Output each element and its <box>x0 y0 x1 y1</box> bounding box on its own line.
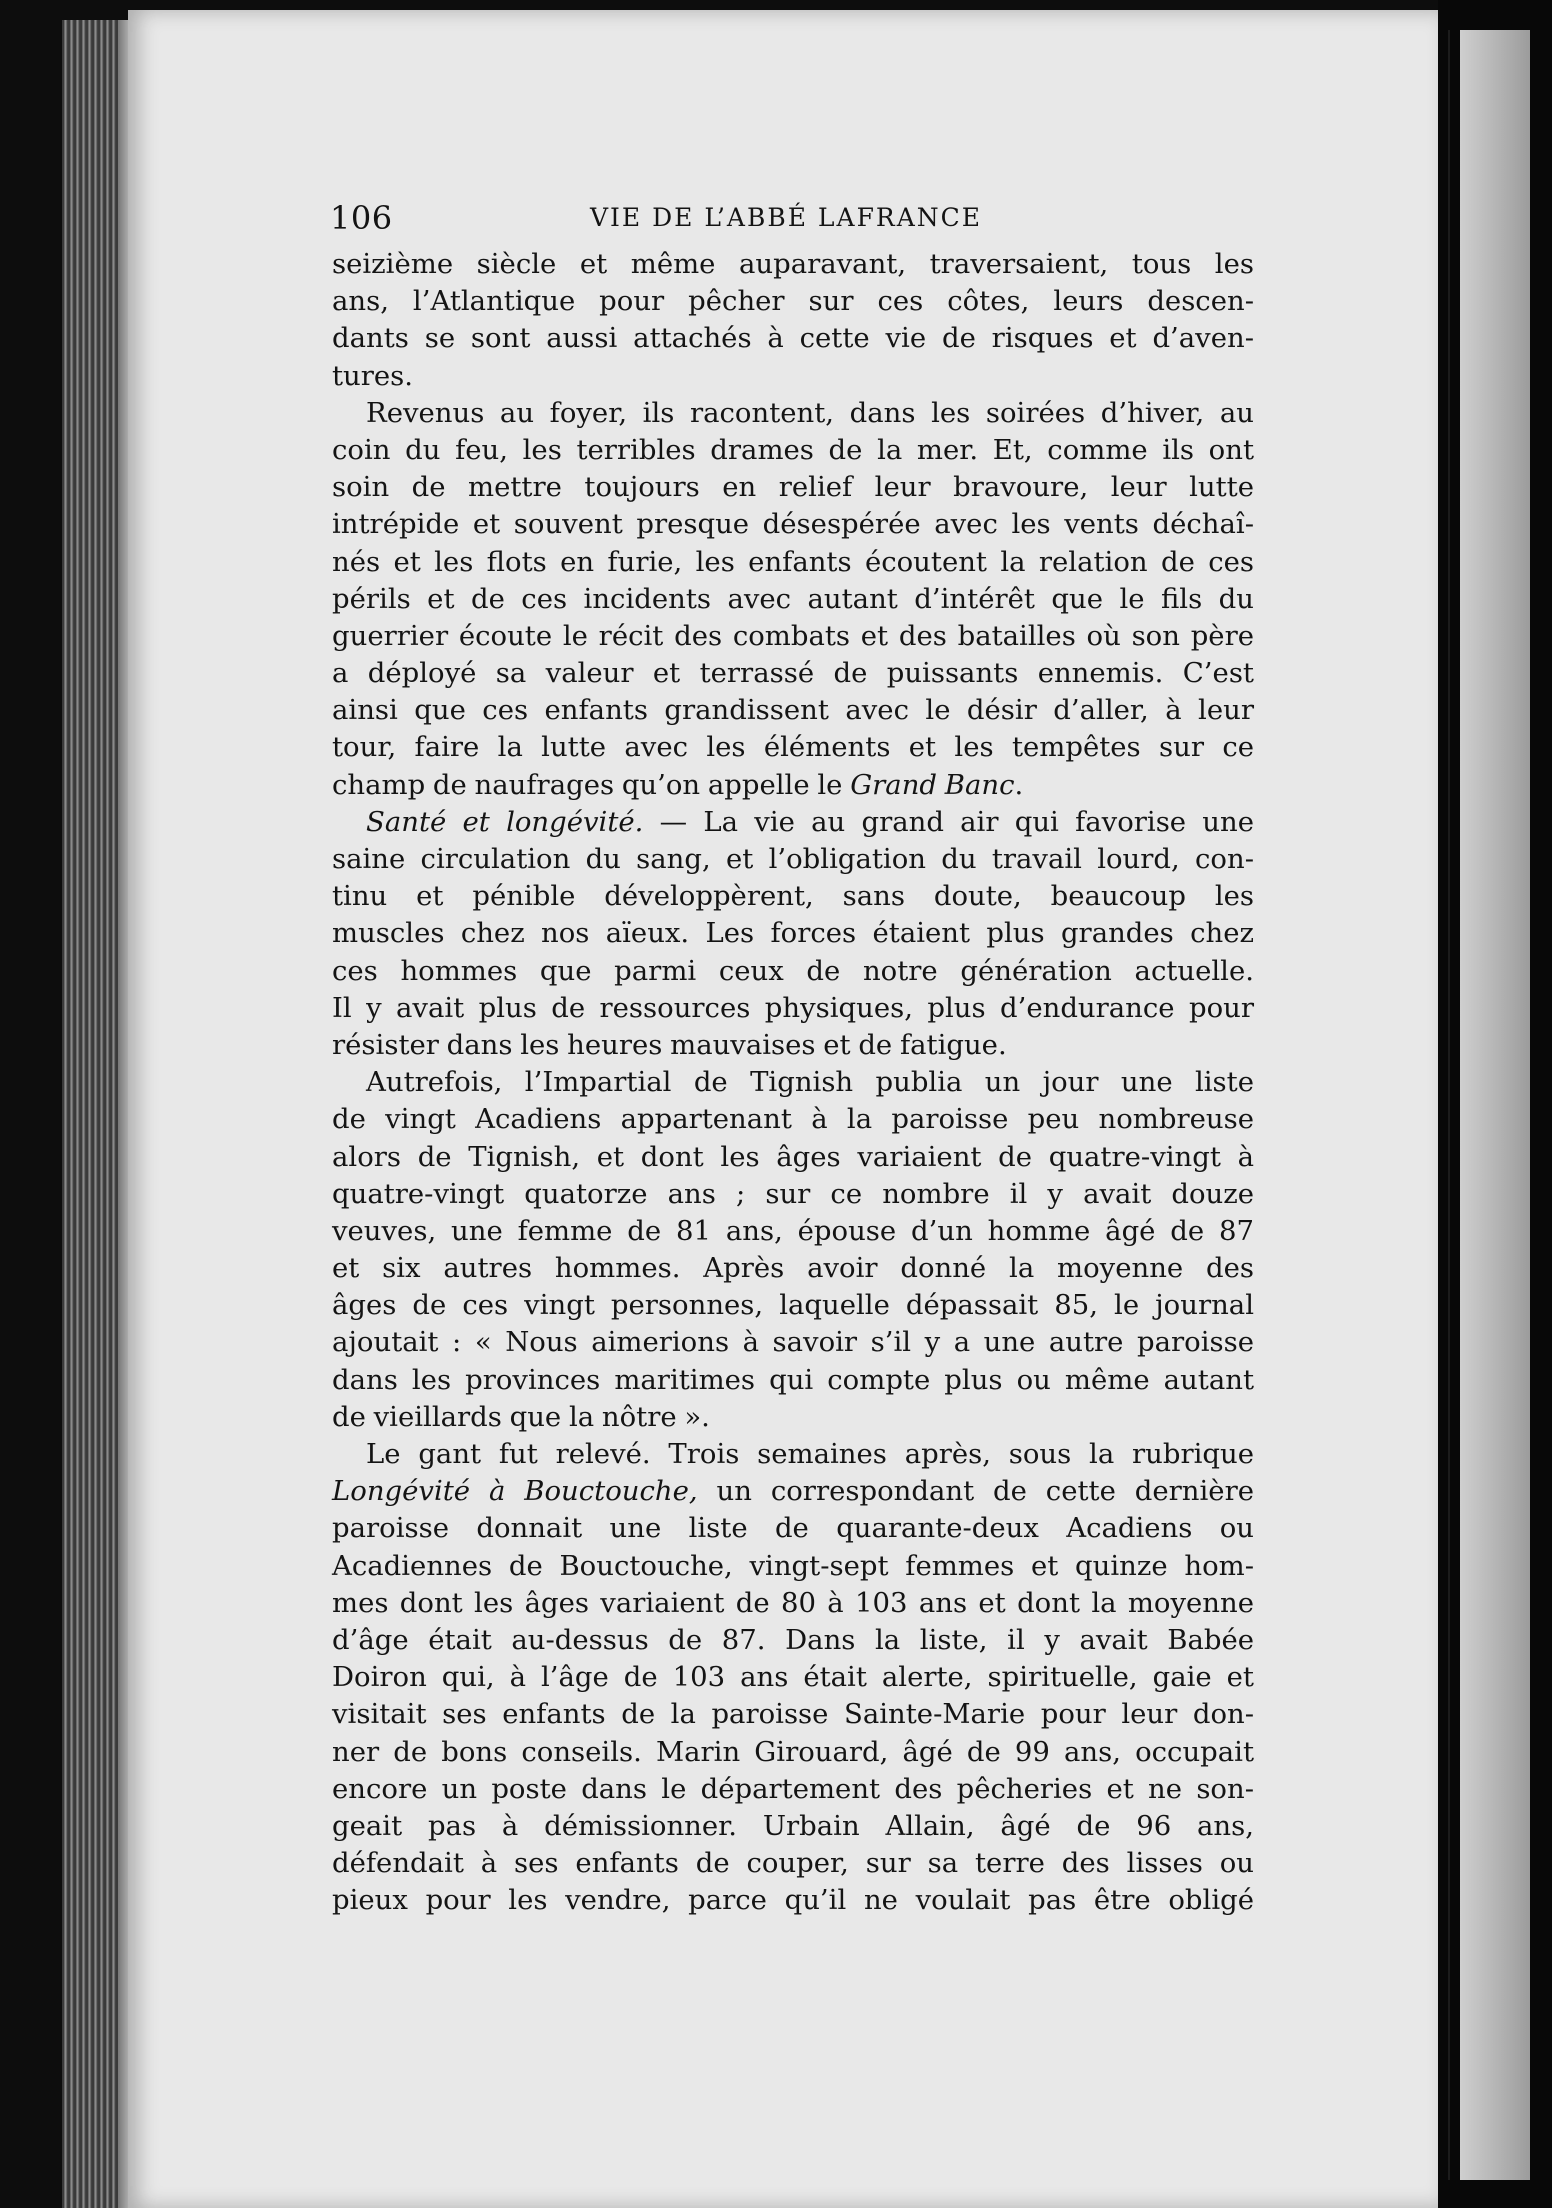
italic-text-run: Grand Banc <box>850 768 1015 801</box>
text-line: Il y avait plus de ressources physiques, plus d’endurance pour <box>332 991 1254 1024</box>
text-line: ces hommes que parmi ceux de notre génération actuelle. <box>332 954 1254 987</box>
text-line: muscles chez nos aïeux. Les forces étaient plus grandes chez <box>332 917 1254 950</box>
text-line <box>332 767 1254 804</box>
text-line: défendait à ses enfants de couper, sur sa terre des lisses ou <box>332 1847 1254 1880</box>
text-line: périls et de ces incidents avec autant d’intérêt que le fils du <box>332 582 1254 615</box>
text-line: soin de mettre toujours en relief leur bravoure, leur lutte <box>332 471 1254 504</box>
text-line: pieux pour les vendre, parce qu’il ne voulait pas être obligé <box>332 1884 1254 1917</box>
text-line: veuves, une femme de 81 ans, épouse d’un homme âgé de 87 <box>332 1214 1254 1247</box>
text-line: intrépide et souvent presque désespérée avec les vents déchaî- <box>332 508 1254 541</box>
running-head <box>330 198 1250 238</box>
text-run: champ de naufrages qu’on appelle le <box>332 768 851 801</box>
text-line: de vingt Acadiens appartenant à la paroisse peu nombreuse <box>332 1103 1254 1136</box>
text-line: tures. <box>332 359 414 392</box>
text-line: seizième siècle et même auparavant, traversaient, tous les <box>332 248 1254 280</box>
text-line: saine circulation du sang, et l’obligation du travail lourd, con- <box>332 843 1254 875</box>
text-line: visitait ses enfants de la paroisse Sainte-Marie pour leur don- <box>332 1698 1254 1731</box>
text-line: ans, l’Atlantique pour pêcher sur ces côtes, leurs descen- <box>332 285 1254 318</box>
facing-page-edge <box>1460 30 1530 2180</box>
text-line: nés et les flots en furie, les enfants écoutent la relation de ces <box>332 545 1254 578</box>
text-line: âges de ces vingt personnes, laquelle dépassait 85, le journal <box>332 1289 1254 1322</box>
text-line: coin du feu, les terribles drames de la mer. Et, comme ils ont <box>332 433 1254 466</box>
text-line: geait pas à démissionner. Urbain Allain, âgé de 96 ans, <box>332 1809 1254 1842</box>
text-line: Doiron qui, à l’âge de 103 ans était alerte, spirituelle, gaie et <box>332 1661 1254 1694</box>
text-line: de vieillards que la nôtre ». <box>332 1400 710 1433</box>
text-line: ajoutait : « Nous aimerions à savoir s’il y a une autre paroisse <box>332 1326 1254 1359</box>
text-line: alors de Tignish, et dont les âges variaient de quatre-vingt à <box>332 1140 1254 1173</box>
text-line: encore un poste dans le département des pêcheries et ne son- <box>332 1772 1254 1805</box>
text-line: Acadiennes de Bouctouche, vingt-sept femmes et quinze hom- <box>332 1549 1254 1582</box>
text-line: Le gant fut relevé. Trois semaines après, sous la rubrique <box>366 1438 1254 1470</box>
text-run: un correspondant de cette dernière <box>697 1475 1254 1508</box>
text-run: — La vie au grand air qui favorise une <box>643 805 1255 838</box>
page-number: 106 <box>330 199 393 237</box>
text-line: guerrier écoute le récit des combats et des batailles où son père <box>332 619 1254 652</box>
text-line: quatre-vingt quatorze ans ; sur ce nombre il y avait douze <box>332 1177 1254 1210</box>
text-line: tinu et pénible développèrent, sans doute, beaucoup les <box>332 880 1254 913</box>
text-line: a déployé sa valeur et terrassé de puissants ennemis. C’est <box>332 657 1254 690</box>
text-line: dants se sont aussi attachés à cette vie de risques et d’aven- <box>332 322 1254 355</box>
text-line: tour, faire la lutte avec les éléments et les tempêtes sur ce <box>332 731 1254 764</box>
body-text <box>332 246 1254 1919</box>
text-line: d’âge était au-dessus de 87. Dans la liste, il y avait Babée <box>332 1623 1254 1656</box>
text-line <box>332 804 1254 841</box>
gutter-line <box>1448 30 1450 2180</box>
text-line: ainsi que ces enfants grandissent avec le désir d’aller, à leur <box>332 694 1254 727</box>
italic-text-run: Santé et longévité. <box>366 805 644 838</box>
running-title: VIE DE L’ABBÉ LAFRANCE <box>590 203 983 232</box>
italic-text-run: Longévité à Bouctouche, <box>332 1475 698 1508</box>
text-line: Revenus au foyer, ils racontent, dans les soirées d’hiver, au <box>366 396 1254 429</box>
text-line: paroisse donnait une liste de quarante-deux Acadiens ou <box>332 1512 1254 1545</box>
text-line: et six autres hommes. Après avoir donné la moyenne des <box>332 1252 1254 1285</box>
text-line <box>332 1473 1254 1510</box>
text-line: dans les provinces maritimes qui compte plus ou même autant <box>332 1363 1254 1396</box>
text-line: résister dans les heures mauvaises et de fatigue. <box>332 1028 1007 1061</box>
text-line: ner de bons conseils. Marin Girouard, âgé de 99 ans, occupait <box>332 1735 1254 1768</box>
text-line: Autrefois, l’Impartial de Tignish publia un jour une liste <box>366 1066 1254 1099</box>
text-line: mes dont les âges variaient de 80 à 103 ans et dont la moyenne <box>332 1586 1254 1619</box>
text-run: . <box>1014 768 1024 801</box>
